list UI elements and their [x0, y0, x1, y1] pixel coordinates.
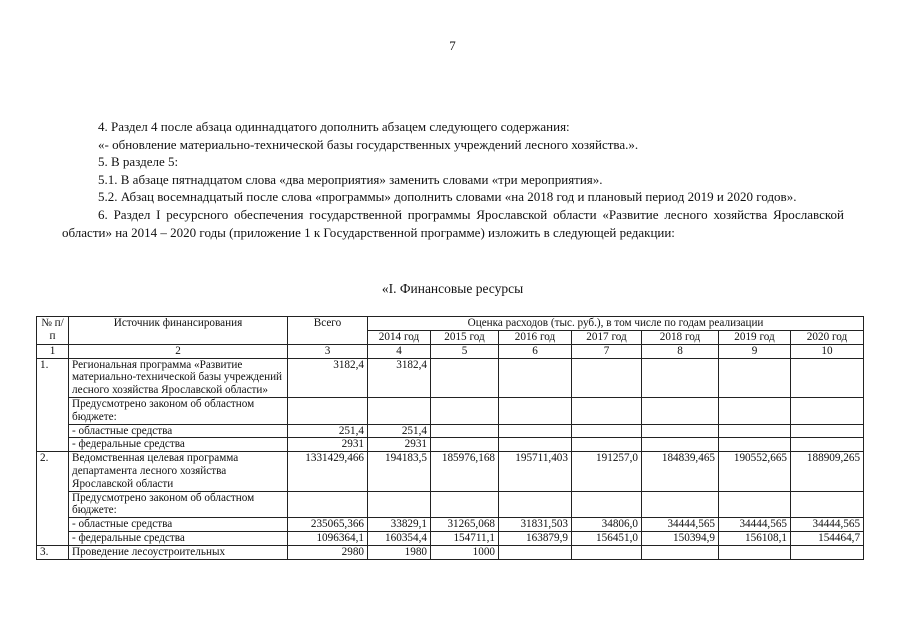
row-year-value: 184839,465: [642, 452, 719, 491]
row-year-value: [572, 438, 642, 452]
row-number: 2.: [37, 452, 69, 546]
row-year-value: [572, 397, 642, 424]
row-total: 235065,366: [288, 518, 368, 532]
table-body: [37, 358, 864, 559]
row-year-value: [642, 424, 719, 438]
header-year: 2017 год: [572, 330, 642, 344]
row-year-value: 2931: [368, 438, 431, 452]
row-year-value: [642, 438, 719, 452]
table-row: [37, 518, 864, 532]
table-row: [37, 438, 864, 452]
row-year-value: 31831,503: [499, 518, 572, 532]
header-year: 2014 год: [368, 330, 431, 344]
header-year: 2015 год: [431, 330, 499, 344]
row-year-value: 156108,1: [719, 531, 791, 545]
row-year-value: [572, 491, 642, 518]
row-year-value: 154711,1: [431, 531, 499, 545]
col-number: 4: [368, 344, 431, 358]
row-year-value: [791, 358, 864, 397]
header-source: Источник финансирования: [69, 317, 288, 345]
row-total: 2931: [288, 438, 368, 452]
row-total: 1096364,1: [288, 531, 368, 545]
col-number: 9: [719, 344, 791, 358]
row-year-value: 150394,9: [642, 531, 719, 545]
row-year-value: [719, 397, 791, 424]
row-year-value: [791, 424, 864, 438]
row-year-value: [642, 358, 719, 397]
row-year-value: [642, 397, 719, 424]
row-year-value: 251,4: [368, 424, 431, 438]
row-source: - федеральные средства: [69, 438, 288, 452]
row-year-value: 31265,068: [431, 518, 499, 532]
row-year-value: 3182,4: [368, 358, 431, 397]
row-year-value: [572, 358, 642, 397]
row-total: 3182,4: [288, 358, 368, 397]
row-year-value: [642, 545, 719, 559]
row-year-value: [791, 545, 864, 559]
table-row: [37, 452, 864, 491]
table-row: [37, 424, 864, 438]
row-year-value: [499, 424, 572, 438]
row-year-value: [431, 424, 499, 438]
row-year-value: [642, 491, 719, 518]
row-year-value: 34806,0: [572, 518, 642, 532]
row-year-value: [719, 424, 791, 438]
row-year-value: 33829,1: [368, 518, 431, 532]
finance-table: [36, 316, 864, 560]
row-year-value: [791, 397, 864, 424]
row-year-value: [499, 358, 572, 397]
row-year-value: [368, 397, 431, 424]
table-row: [37, 358, 864, 397]
row-year-value: [499, 545, 572, 559]
row-source: Предусмотрено законом об областном бюджете:: [69, 397, 288, 424]
row-total: 1331429,466: [288, 452, 368, 491]
row-source: Ведомственная целевая программа департамента лесного хозяйства Ярославской области: [69, 452, 288, 491]
row-year-value: 194183,5: [368, 452, 431, 491]
row-year-value: [719, 545, 791, 559]
row-year-value: [572, 424, 642, 438]
section-title: «I. Финансовые ресурсы: [381, 281, 524, 296]
page-number: 7: [449, 38, 456, 53]
row-year-value: [791, 438, 864, 452]
row-total: [288, 491, 368, 518]
row-year-value: [719, 438, 791, 452]
row-source: - областные средства: [69, 424, 288, 438]
row-source: - областные средства: [69, 518, 288, 532]
row-year-value: 1980: [368, 545, 431, 559]
header-estimate: Оценка расходов (тыс. руб.), в том числе по годам реализации: [368, 317, 864, 331]
col-number: 3: [288, 344, 368, 358]
table-row: [37, 545, 864, 559]
row-year-value: 185976,168: [431, 452, 499, 491]
paragraph: 6. Раздел I ресурсного обеспечения государственной программы Ярославской области «Развитие лесного хозяйства Ярославской области» на 2014 – 2020 годы (приложение 1 к Государственной программе) изложить в следующей редакции:: [62, 206, 844, 240]
row-year-value: 154464,7: [791, 531, 864, 545]
row-year-value: 160354,4: [368, 531, 431, 545]
row-year-value: 190552,665: [719, 452, 791, 491]
table-row: [37, 531, 864, 545]
row-total: 2980: [288, 545, 368, 559]
row-year-value: [431, 438, 499, 452]
row-year-value: [719, 491, 791, 518]
row-year-value: 163879,9: [499, 531, 572, 545]
paragraph: 4. Раздел 4 после абзаца одиннадцатого дополнить абзацем следующего содержания:: [98, 119, 570, 134]
col-number: 6: [499, 344, 572, 358]
col-number: 1: [37, 344, 69, 358]
row-year-value: [431, 397, 499, 424]
row-total: [288, 397, 368, 424]
row-number: 1.: [37, 358, 69, 452]
row-year-value: 34444,565: [719, 518, 791, 532]
header-total: Всего: [288, 317, 368, 345]
row-total: 251,4: [288, 424, 368, 438]
table-row: [37, 397, 864, 424]
header-num: № п/п: [37, 317, 69, 345]
header-year: 2019 год: [719, 330, 791, 344]
row-year-value: [431, 491, 499, 518]
row-number: 3.: [37, 545, 69, 559]
row-source: - федеральные средства: [69, 531, 288, 545]
paragraph: 5.2. Абзац восемнадцатый после слова «программы» дополнить словами «на 2018 год и плановый период 2019 и 2020 годов».: [98, 189, 797, 205]
row-year-value: 188909,265: [791, 452, 864, 491]
paragraph: 5.1. В абзаце пятнадцатом слова «два мероприятия» заменить словами «три мероприятия».: [98, 171, 603, 187]
col-number: 2: [69, 344, 288, 358]
header-year: 2018 год: [642, 330, 719, 344]
row-year-value: 156451,0: [572, 531, 642, 545]
col-number: 8: [642, 344, 719, 358]
row-year-value: [368, 491, 431, 518]
row-year-value: [791, 491, 864, 518]
row-year-value: 1000: [431, 545, 499, 559]
row-year-value: 34444,565: [791, 518, 864, 532]
row-year-value: 191257,0: [572, 452, 642, 491]
row-year-value: [431, 358, 499, 397]
paragraph: «- обновление материально-технической базы государственных учреждений лесного хозяйства.».: [98, 136, 639, 152]
header-year: 2016 год: [499, 330, 572, 344]
paragraph: 5. В разделе 5:: [98, 154, 179, 170]
col-number: 7: [572, 344, 642, 358]
row-year-value: 195711,403: [499, 452, 572, 491]
row-source: Проведение лесоустроительных: [69, 545, 288, 559]
row-year-value: [499, 397, 572, 424]
row-year-value: [499, 438, 572, 452]
table-row: [37, 491, 864, 518]
header-year: 2020 год: [791, 330, 864, 344]
col-number: 5: [431, 344, 499, 358]
row-year-value: [499, 491, 572, 518]
col-number: 10: [791, 344, 864, 358]
row-source: Региональная программа «Развитие материально-технической базы учреждений лесного хозяйства Ярославской области»: [69, 358, 288, 397]
row-year-value: 34444,565: [642, 518, 719, 532]
row-source: Предусмотрено законом об областном бюджете:: [69, 491, 288, 518]
row-year-value: [572, 545, 642, 559]
row-year-value: [719, 358, 791, 397]
body-text: [62, 118, 844, 241]
